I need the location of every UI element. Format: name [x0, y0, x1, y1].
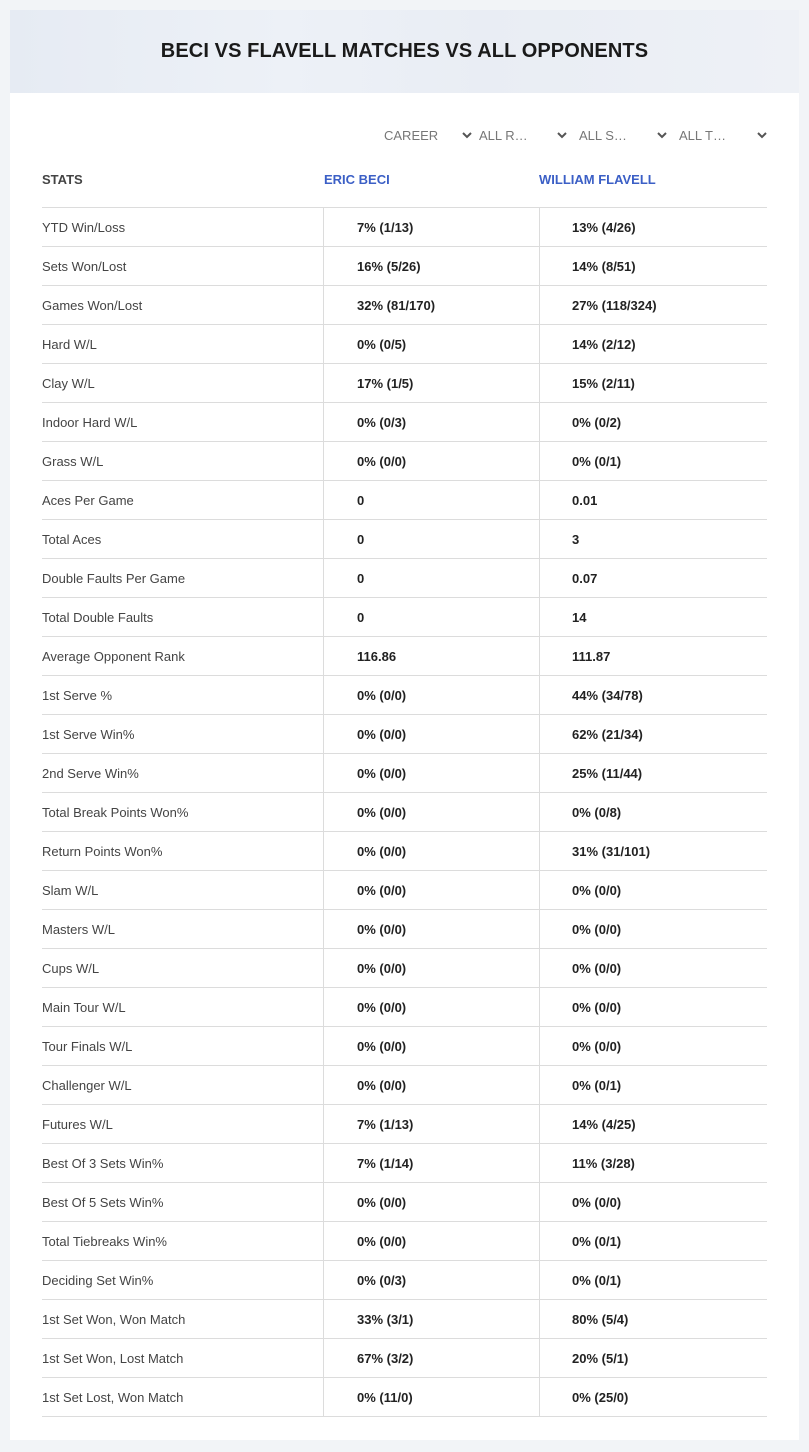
player2-value: 0.01	[539, 481, 767, 519]
table-row	[42, 559, 767, 598]
stat-label: YTD Win/Loss	[42, 219, 126, 235]
chevron-down-icon	[460, 128, 474, 142]
table-row	[42, 247, 767, 286]
chevron-down-icon	[755, 128, 769, 142]
table-row	[42, 1300, 767, 1339]
table-row	[42, 871, 767, 910]
stat-label: Masters W/L	[42, 921, 115, 937]
filter-label: ALL T…	[679, 127, 726, 143]
player2-value: 0% (0/1)	[539, 1222, 767, 1260]
player2-value: 111.87	[539, 637, 767, 675]
table-row	[42, 1183, 767, 1222]
player1-value: 7% (1/13)	[323, 208, 539, 246]
stat-label: Games Won/Lost	[42, 297, 143, 313]
table-row	[42, 1378, 767, 1417]
table-row	[42, 1027, 767, 1066]
table-row	[42, 403, 767, 442]
stat-label: Grass W/L	[42, 453, 104, 469]
stat-label: 1st Set Lost, Won Match	[42, 1389, 184, 1405]
player2-value: 0% (0/8)	[539, 793, 767, 831]
stats-table-body	[42, 207, 767, 1417]
table-row	[42, 988, 767, 1027]
player2-value: 0% (0/0)	[539, 871, 767, 909]
page-title: BECI VS FLAVELL MATCHES VS ALL OPPONENTS	[160, 40, 649, 62]
player2-value: 14% (4/25)	[539, 1105, 767, 1143]
player1-value: 0% (0/5)	[323, 325, 539, 363]
player2-value: 0% (0/0)	[539, 1183, 767, 1221]
player2-value: 62% (21/34)	[539, 715, 767, 753]
stat-label: 1st Set Won, Lost Match	[42, 1350, 184, 1366]
player1-value: 0% (0/3)	[323, 1261, 539, 1299]
table-row	[42, 364, 767, 403]
player2-value: 0% (0/1)	[539, 442, 767, 480]
stat-label: 1st Set Won, Won Match	[42, 1311, 186, 1327]
player2-value: 14% (8/51)	[539, 247, 767, 285]
filter-label: CAREER	[384, 127, 439, 143]
player1-value: 0% (0/0)	[323, 871, 539, 909]
table-row	[42, 325, 767, 364]
player2-value: 80% (5/4)	[539, 1300, 767, 1338]
filter-career-select[interactable]	[384, 125, 474, 145]
player2-value: 0% (0/0)	[539, 910, 767, 948]
player1-value: 16% (5/26)	[323, 247, 539, 285]
table-row	[42, 208, 767, 247]
player1-value: 0% (0/0)	[323, 1222, 539, 1260]
player2-value: 11% (3/28)	[539, 1144, 767, 1182]
table-row	[42, 793, 767, 832]
stat-label: Cups W/L	[42, 960, 100, 976]
player2-value: 27% (118/324)	[539, 286, 767, 324]
stat-label: Total Tiebreaks Win%	[42, 1233, 167, 1249]
table-row	[42, 715, 767, 754]
player1-value: 0% (0/0)	[323, 442, 539, 480]
player2-value: 13% (4/26)	[539, 208, 767, 246]
player2-value: 0% (25/0)	[539, 1378, 767, 1416]
stat-label: Aces Per Game	[42, 492, 134, 508]
filter-rounds-select[interactable]	[479, 125, 569, 145]
stat-label: 1st Serve %	[42, 687, 113, 703]
table-row	[42, 832, 767, 871]
table-row	[42, 949, 767, 988]
player2-value: 0.07	[539, 559, 767, 597]
player2-link[interactable]: WILLIAM FLAVELL	[539, 172, 656, 187]
table-row	[42, 676, 767, 715]
player1-value: 0	[323, 481, 539, 519]
player1-value: 0% (0/0)	[323, 715, 539, 753]
stat-label: Total Aces	[42, 531, 102, 547]
stat-label: Main Tour W/L	[42, 999, 126, 1015]
player2-value: 0% (0/2)	[539, 403, 767, 441]
stat-label: Challenger W/L	[42, 1077, 132, 1093]
player1-value: 0% (0/0)	[323, 910, 539, 948]
player2-value: 15% (2/11)	[539, 364, 767, 402]
player1-value: 17% (1/5)	[323, 364, 539, 402]
filter-tournaments-select[interactable]	[679, 125, 769, 145]
table-row	[42, 286, 767, 325]
stat-label: Total Double Faults	[42, 609, 154, 625]
player1-value: 0	[323, 520, 539, 558]
table-row	[42, 598, 767, 637]
player2-value: 14% (2/12)	[539, 325, 767, 363]
player2-value: 0% (0/1)	[539, 1066, 767, 1104]
player1-value: 0% (0/0)	[323, 1183, 539, 1221]
filter-surfaces-select[interactable]	[579, 125, 669, 145]
table-row	[42, 520, 767, 559]
table-row	[42, 1222, 767, 1261]
player2-value: 0% (0/0)	[539, 988, 767, 1026]
stats-card	[10, 10, 799, 1440]
stat-label: 2nd Serve Win%	[42, 765, 139, 781]
filter-label: ALL R…	[479, 127, 528, 143]
player2-value: 14	[539, 598, 767, 636]
stat-label: Hard W/L	[42, 336, 97, 352]
player2-value: 0% (0/1)	[539, 1261, 767, 1299]
player2-value: 20% (5/1)	[539, 1339, 767, 1377]
stat-label: Clay W/L	[42, 375, 95, 391]
table-row	[42, 1066, 767, 1105]
player1-value: 0% (0/0)	[323, 1066, 539, 1104]
chevron-down-icon	[555, 128, 569, 142]
table-header	[42, 170, 767, 208]
player1-value: 0% (0/0)	[323, 793, 539, 831]
table-row	[42, 754, 767, 793]
player2-value: 44% (34/78)	[539, 676, 767, 714]
stat-label: Deciding Set Win%	[42, 1272, 154, 1288]
table-row	[42, 1144, 767, 1183]
table-row	[42, 1339, 767, 1378]
player1-value: 0% (0/0)	[323, 676, 539, 714]
player2-value: 31% (31/101)	[539, 832, 767, 870]
player1-value: 7% (1/14)	[323, 1144, 539, 1182]
player1-value: 0	[323, 559, 539, 597]
stat-label: Sets Won/Lost	[42, 258, 127, 274]
player1-value: 7% (1/13)	[323, 1105, 539, 1143]
table-row	[42, 637, 767, 676]
player1-value: 32% (81/170)	[323, 286, 539, 324]
player1-value: 0	[323, 598, 539, 636]
stat-label: Return Points Won%	[42, 843, 163, 859]
player2-value: 0% (0/0)	[539, 1027, 767, 1065]
filter-bar	[10, 125, 799, 145]
chevron-down-icon	[655, 128, 669, 142]
player1-value: 0% (0/3)	[323, 403, 539, 441]
filter-label: ALL S…	[579, 127, 627, 143]
stat-label: Average Opponent Rank	[42, 648, 185, 664]
player2-value: 0% (0/0)	[539, 949, 767, 987]
table-row	[42, 442, 767, 481]
player1-value: 67% (3/2)	[323, 1339, 539, 1377]
stat-label: Double Faults Per Game	[42, 570, 186, 586]
table-row	[42, 910, 767, 949]
player2-value: 25% (11/44)	[539, 754, 767, 792]
player1-value: 0% (0/0)	[323, 949, 539, 987]
card-header	[10, 10, 799, 93]
player1-value: 116.86	[323, 637, 539, 675]
stat-label: Slam W/L	[42, 882, 99, 898]
stat-label: Best Of 3 Sets Win%	[42, 1155, 164, 1171]
stat-label: Indoor Hard W/L	[42, 414, 138, 430]
player2-value: 3	[539, 520, 767, 558]
table-row	[42, 481, 767, 520]
stats-column-header: STATS	[42, 172, 83, 187]
player1-link[interactable]: ERIC BECI	[324, 172, 390, 187]
player1-value: 0% (11/0)	[323, 1378, 539, 1416]
table-row	[42, 1261, 767, 1300]
player1-value: 0% (0/0)	[323, 988, 539, 1026]
player1-value: 33% (3/1)	[323, 1300, 539, 1338]
stat-label: Best Of 5 Sets Win%	[42, 1194, 164, 1210]
player1-value: 0% (0/0)	[323, 1027, 539, 1065]
stat-label: Tour Finals W/L	[42, 1038, 133, 1054]
table-row	[42, 1105, 767, 1144]
player1-value: 0% (0/0)	[323, 754, 539, 792]
player1-value: 0% (0/0)	[323, 832, 539, 870]
stat-label: Total Break Points Won%	[42, 804, 189, 820]
stat-label: 1st Serve Win%	[42, 726, 135, 742]
stat-label: Futures W/L	[42, 1116, 113, 1132]
